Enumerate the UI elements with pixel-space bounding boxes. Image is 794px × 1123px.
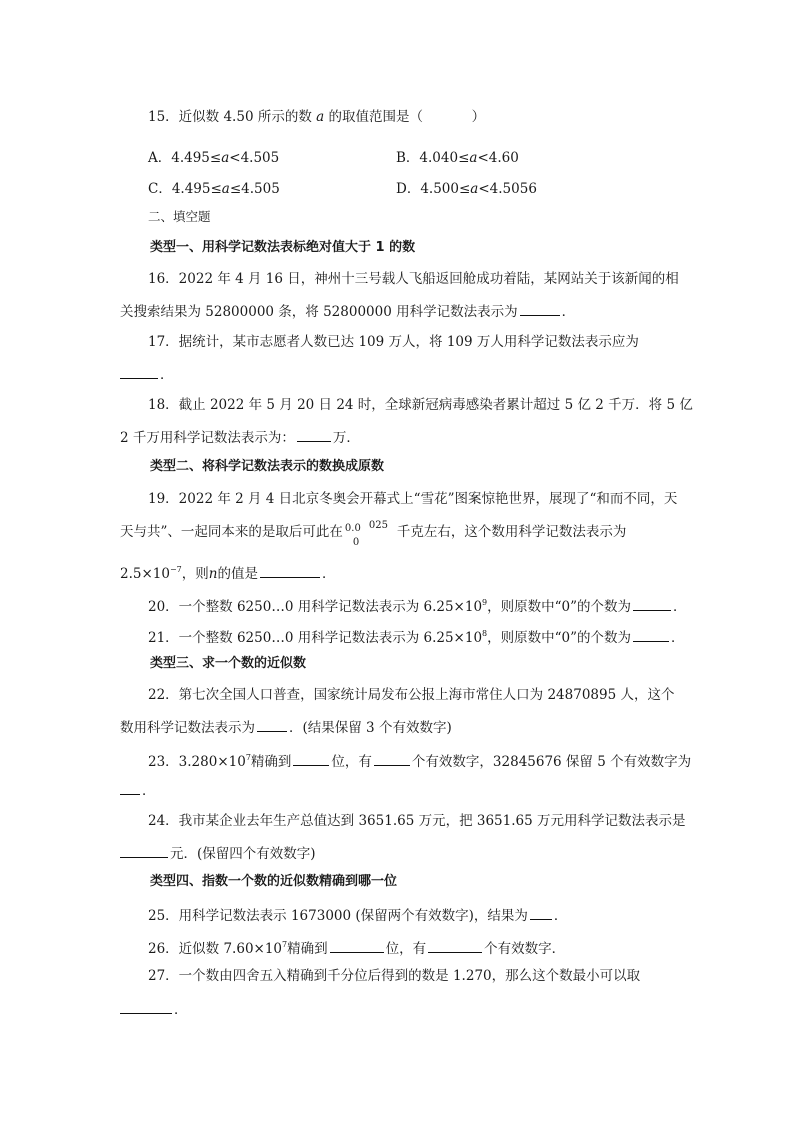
- q18-line2: 2 千万用科学记数法表示为： 万．: [120, 427, 360, 447]
- q22-line2: 数用科学记数法表示为 ．(结果保留 3 个有效数字): [120, 717, 452, 737]
- q15-option-b: B．4.040≤a<4.60: [396, 150, 519, 166]
- answer-blank[interactable]: [374, 751, 410, 766]
- q15-option-c: C．4.495≤a≤4.505: [148, 181, 280, 197]
- type-3-heading: 类型三、求一个数的近似数: [150, 656, 307, 671]
- answer-blank[interactable]: [428, 938, 482, 953]
- answer-blank[interactable]: [520, 301, 560, 316]
- type-1-heading: 类型一、用科学记数法表标绝对值大于 1 的数: [150, 240, 416, 255]
- q15-stem-a: 15．近似数 4.50 所示的数: [148, 109, 312, 125]
- q23-line1: 23．$3.280\times 10^7$精确到 位，有 个有效数字，32845676 保留 5 个有效数字为: [148, 753, 692, 770]
- q18-line1: 18．截止 2022 年 5 月 20 日 24 时，全球新冠病毒感染者累计超过 5 亿 2 千万．将 5 亿: [148, 397, 693, 413]
- q15-option-a: A．4.495≤a<4.505: [148, 150, 280, 166]
- q15-paren-close: ）: [471, 109, 486, 125]
- q27-line1: 27．一个数由四舍五入精确到千分位后得到的数是 1.270，那么这个数最小可以取: [148, 968, 641, 984]
- q24-line1: 24．我市某企业去年生产总值达到 3651.65 万元，把 3651.65 万元用科学记数法表示是: [148, 813, 686, 829]
- answer-blank[interactable]: [297, 427, 331, 442]
- q22-line1: 22．第七次全国人口普查，国家统计局发布公报上海市常住人口为 24870895 人，这个: [148, 687, 675, 703]
- answer-blank[interactable]: [330, 938, 384, 953]
- type-2-heading: 类型二、将科学记数法表示的数换成原数: [150, 459, 385, 474]
- q23-line2: ．: [120, 780, 156, 800]
- q20: 20．一个整数 6250…0 用科学记数法表示为 $6.25\times 10^9$，则原数中“0”的个数为 ．: [148, 598, 687, 615]
- section-heading: 二、填空题: [148, 209, 211, 224]
- q27-line2: ．: [120, 999, 188, 1019]
- q16-line1: 16．2022 年 4 月 16 日，神州十三号载人飞船返回舱成功着陆，某网站关于该新闻的相: [148, 271, 679, 287]
- answer-blank[interactable]: [120, 999, 172, 1014]
- answer-blank[interactable]: [633, 596, 671, 611]
- answer-blank[interactable]: [257, 717, 287, 732]
- q25: 25．用科学记数法表示 1673000 (保留两个有效数字)，结果为 ．: [148, 905, 567, 925]
- answer-blank[interactable]: [633, 627, 669, 642]
- q19-fraction: 0.0 025 0: [344, 519, 388, 548]
- q21: 21．一个整数 6250…0 用科学记数法表示为 $6.25\times 10^8$，则原数中“0”的个数为 ．: [148, 629, 685, 646]
- q26: 26．近似数 $7.60\times 10^7$精确到 位，有 个有效数字．: [148, 940, 566, 957]
- answer-blank[interactable]: [530, 905, 552, 920]
- answer-blank[interactable]: [120, 780, 140, 795]
- q19-line1: 19．2022 年 2 月 4 日北京冬奥会开幕式上“雪花”图案惊艳世界，展现了“和而不同，天: [148, 491, 678, 507]
- answer-blank[interactable]: [120, 843, 168, 858]
- type-4-heading: 类型四、指数一个数的近似数精确到哪一位: [150, 874, 398, 889]
- q15-var: a: [316, 109, 325, 125]
- q15-option-d: D．4.500≤a<4.5056: [396, 181, 537, 197]
- answer-blank[interactable]: [293, 751, 329, 766]
- q24-line2: 元．(保留四个有效数字): [120, 843, 316, 863]
- answer-blank[interactable]: [260, 563, 320, 578]
- answer-blank[interactable]: [120, 364, 158, 379]
- q19-line2: 天与共”、一起同本来的是取后可此在 0.0 025 0 千克左右，这个数用科学记数法表示为: [120, 519, 627, 548]
- q17-line2: ．: [120, 364, 174, 384]
- q15-stem-b: 的取值范围是（: [328, 109, 423, 125]
- question-15: [148, 108, 485, 126]
- q17-line1: 17．据统计，某市志愿者人数已达 109 万人，将 109 万人用科学记数法表示应为: [148, 334, 639, 350]
- q16-line2: 关搜索结果为 52800000 条，将 52800000 用科学记数法表示为 ．: [120, 301, 575, 321]
- q19-line3: $2.5\times 10^{-7}$，则n的值是 ．: [120, 565, 336, 582]
